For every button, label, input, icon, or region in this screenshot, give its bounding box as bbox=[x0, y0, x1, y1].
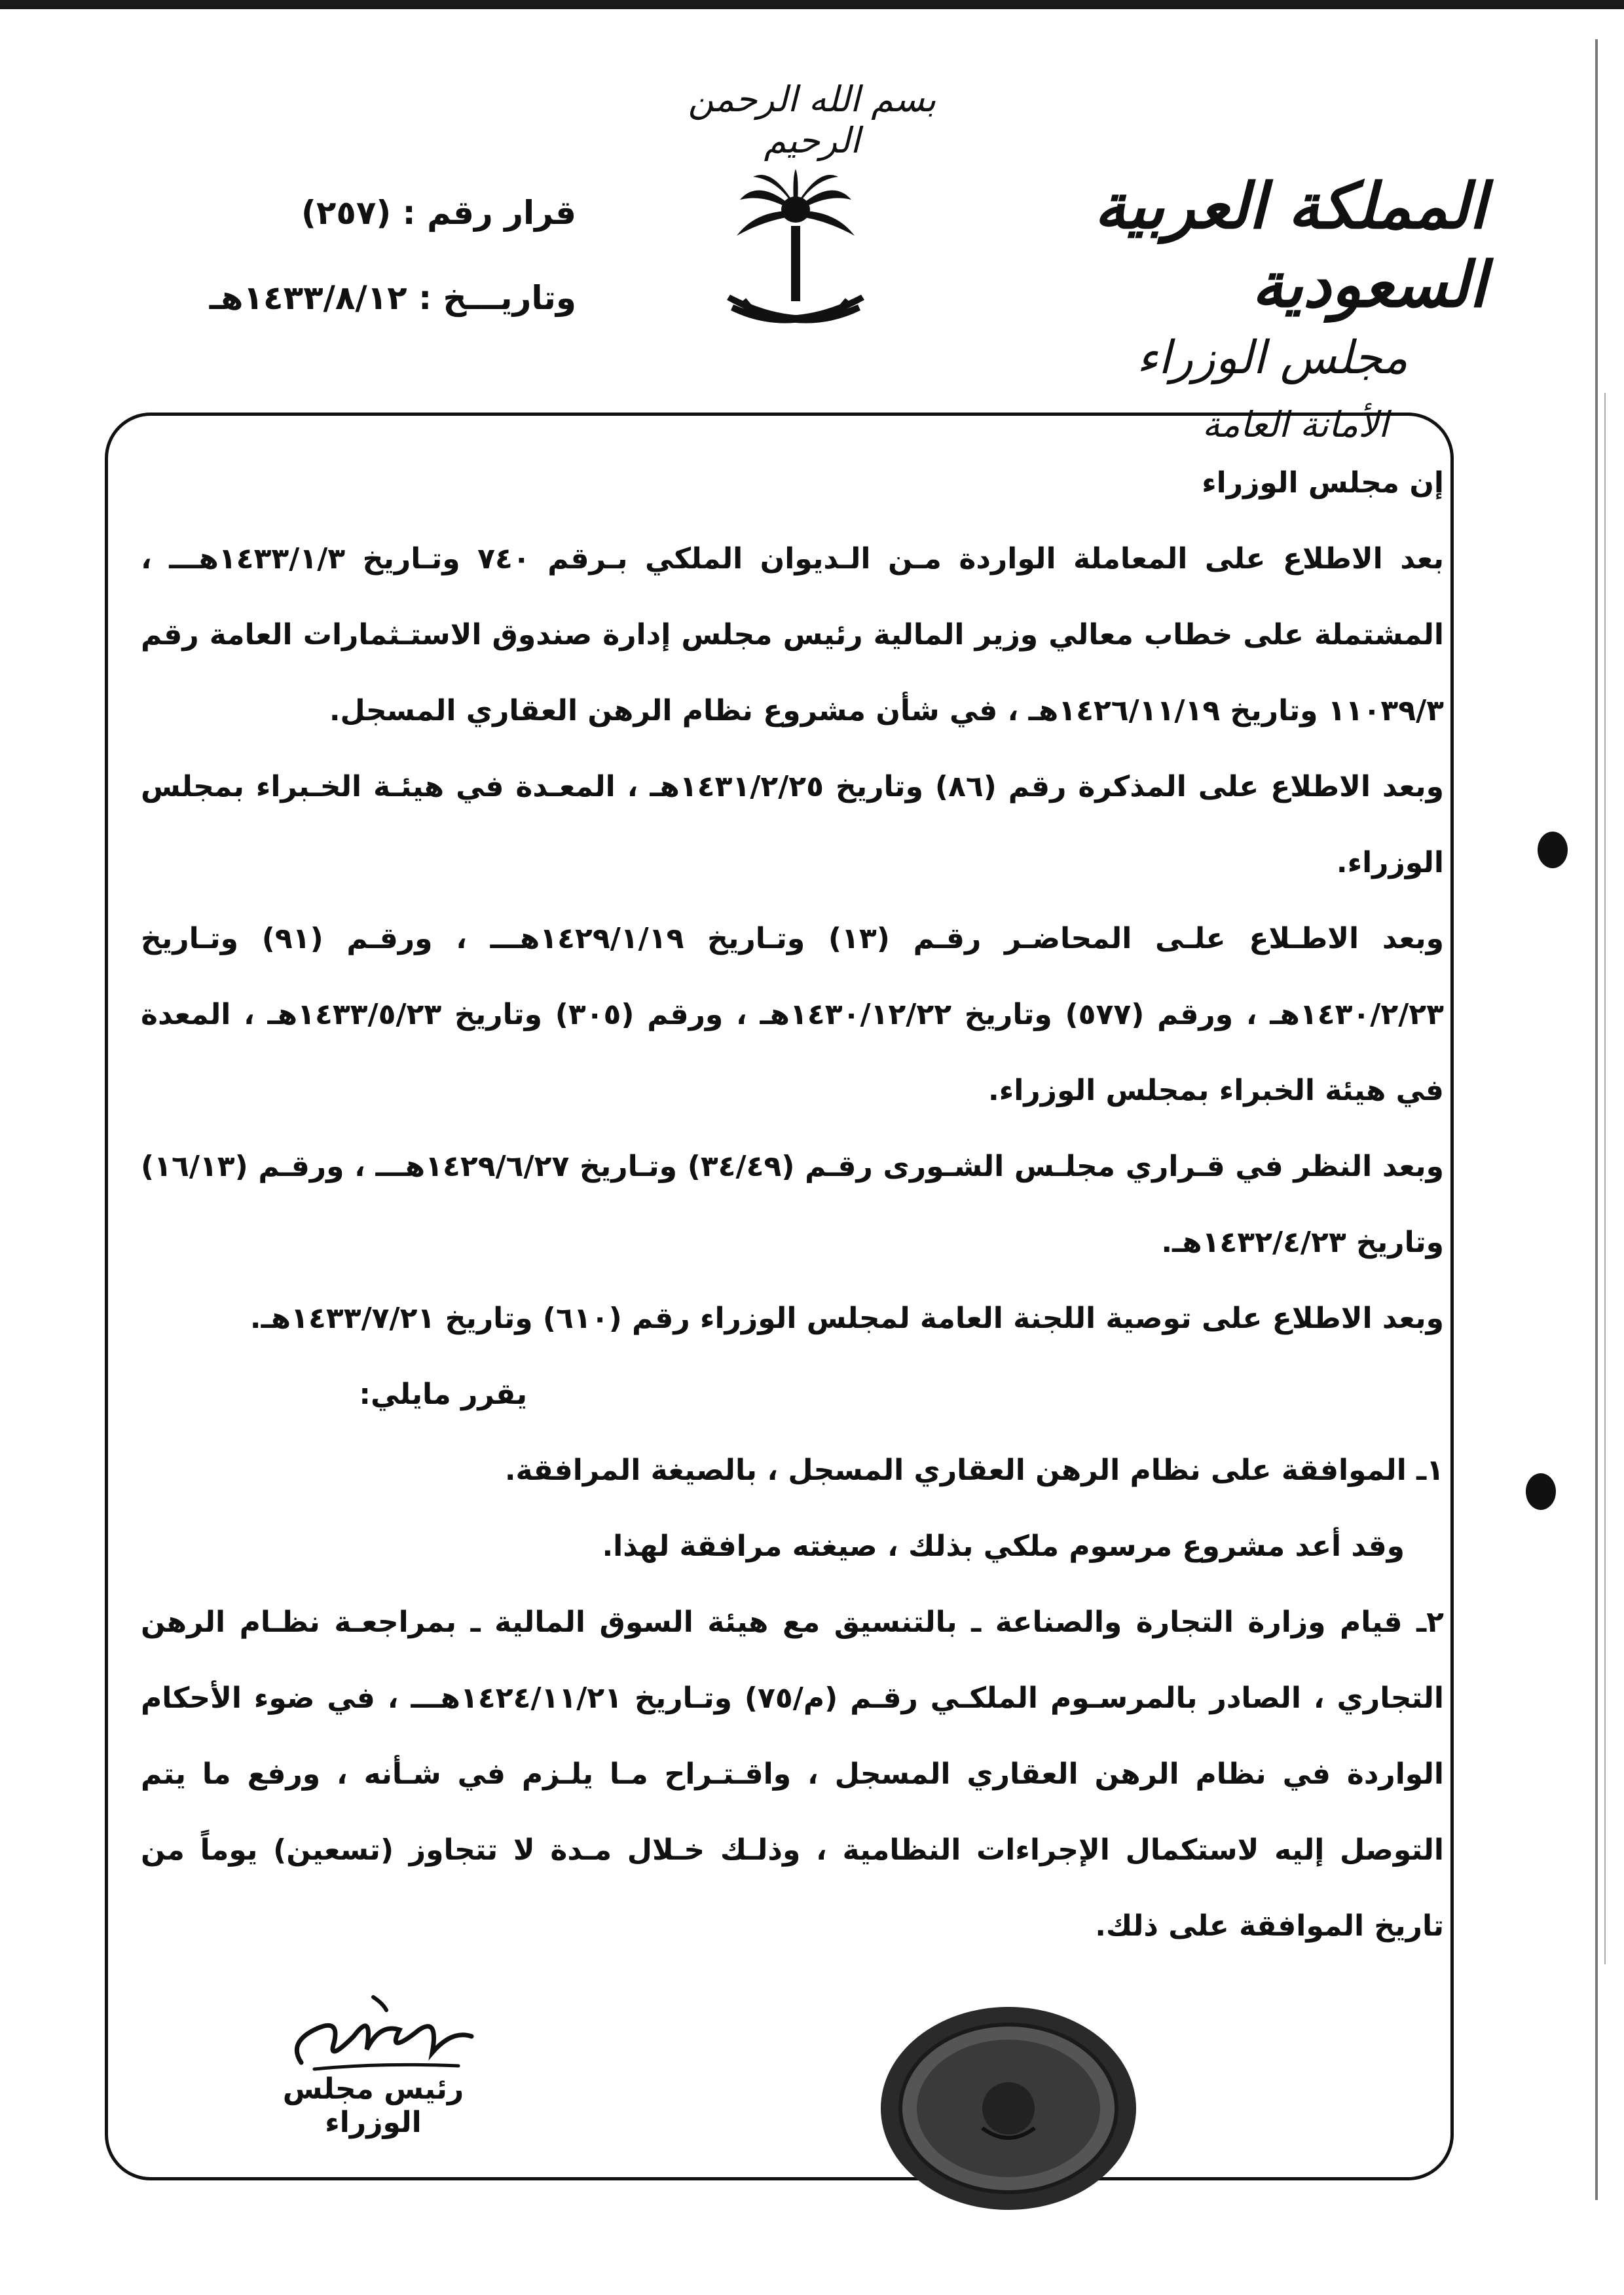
decision-number: قرار رقم : (٢٥٧) bbox=[301, 194, 576, 232]
decides-heading: يقرر مايلي: bbox=[359, 1378, 527, 1411]
punch-hole-icon bbox=[1526, 1473, 1556, 1510]
letterhead-issuer bbox=[989, 167, 1486, 445]
decision-item-1-note: وقد أعد مشروع مرسوم ملكي بذلك ، صيغته مرافقة لهذا. bbox=[602, 1530, 1405, 1563]
decision-date: وتاريـــخ : ١٤٣٣/٨/١٢هـ bbox=[209, 279, 576, 317]
secretariat-name: الأمانة العامة bbox=[1202, 404, 1388, 445]
paragraph: بعد الاطلاع على المعاملة الواردة مـن الـديوان الملكي بـرقم ٧٤٠ وتـاريخ ١٤٣٣/١/٣هـــ ، المشتملة على خطاب معالي وزير المالية رئيس مجلس إدارة صندوق الاستـثمارات العامة رقم ١١٠٣٩/٣ وتاريخ ١٤٢٦/١١/١٩هـ ، في شأن مشروع نظام الرهن العقاري المسجل. bbox=[141, 542, 1444, 727]
punch-hole-icon bbox=[1538, 832, 1568, 868]
decision-item-1: ١ـ الموافقة على نظام الرهن العقاري المسجل ، بالصيغة المرافقة. bbox=[504, 1454, 1444, 1487]
council-name: مجلس الوزراء bbox=[1136, 331, 1408, 384]
paragraph: وبعد الاطـلاع علـى المحاضـر رقـم (١٣) وتـاريخ ١٤٢٩/١/١٩هـــ ، ورقـم (٩١) وتـاريخ ١٤٣٠/٢/٢٣هـ ، ورقم (٥٧٧) وتاريخ ١٤٣٠/١٢/٢٢هـ ، ورقم (٣٠٥) وتاريخ ١٤٣٣/٥/٢٣هـ ، المعدة في هيئة الخبراء بمجلس الوزراء. bbox=[141, 922, 1445, 1107]
opening-line: إن مجلس الوزراء bbox=[1202, 466, 1444, 500]
decision-body bbox=[141, 445, 1444, 1964]
palm-swords-emblem-icon bbox=[720, 164, 871, 340]
paragraph: وبعد الاطلاع على توصية اللجنة العامة لمجلس الوزراء رقم (٦١٠) وتاريخ ١٤٣٣/٧/٢١هـ. bbox=[249, 1302, 1444, 1335]
kingdom-name: المملكة العربية السعودية bbox=[1094, 169, 1486, 321]
handwritten-signature-icon bbox=[275, 1991, 485, 2082]
scan-edge-right bbox=[1595, 39, 1598, 2200]
paragraph: وبعد الاطلاع على المذكرة رقم (٨٦) وتاريخ ١٤٣١/٢/٢٥هـ ، المعـدة في هيئـة الخـبراء بمجلس الوزراء. bbox=[141, 770, 1445, 879]
decision-item-2: ٢ـ قيام وزارة التجارة والصناعة ـ بالتنسيق مع هيئة السوق المالية ـ بمراجعـة نظـام الرهن التجاري ، الصادر بالمرسـوم الملكـي رقـم (م/٧٥) وتـاريخ ١٤٢٤/١١/٢١هـــ ، في ضوء الأحكام الواردة في نظام الرهن العقاري المسجل ، واقـتـراح مـا يلـزم في شـأنه ، ورفع ما يتم التوصل إليه لاستكمال الإجراءات النظامية ، وذلـك خـلال مـدة لا تتجاوز (تسعين) يوماً من تاريخ الموافقة على ذلك. bbox=[141, 1606, 1444, 1943]
official-seal-icon bbox=[871, 1997, 1146, 2220]
decision-reference bbox=[157, 183, 576, 354]
signatory-title: رئيس مجلس الوزراء bbox=[282, 2072, 464, 2139]
basmala: بسم الله الرحمن الرحيم bbox=[688, 79, 936, 161]
scan-edge-top bbox=[0, 0, 1624, 9]
scan-edge-right-inner bbox=[1604, 393, 1606, 1964]
paragraph: وبعد النظر في قـراري مجلـس الشـورى رقـم (٣٤/٤٩) وتـاريخ ١٤٢٩/٦/٢٧هـــ ، ورقـم (١٦/١٣) وتاريخ ١٤٣٢/٤/٢٣هـ. bbox=[141, 1150, 1444, 1259]
